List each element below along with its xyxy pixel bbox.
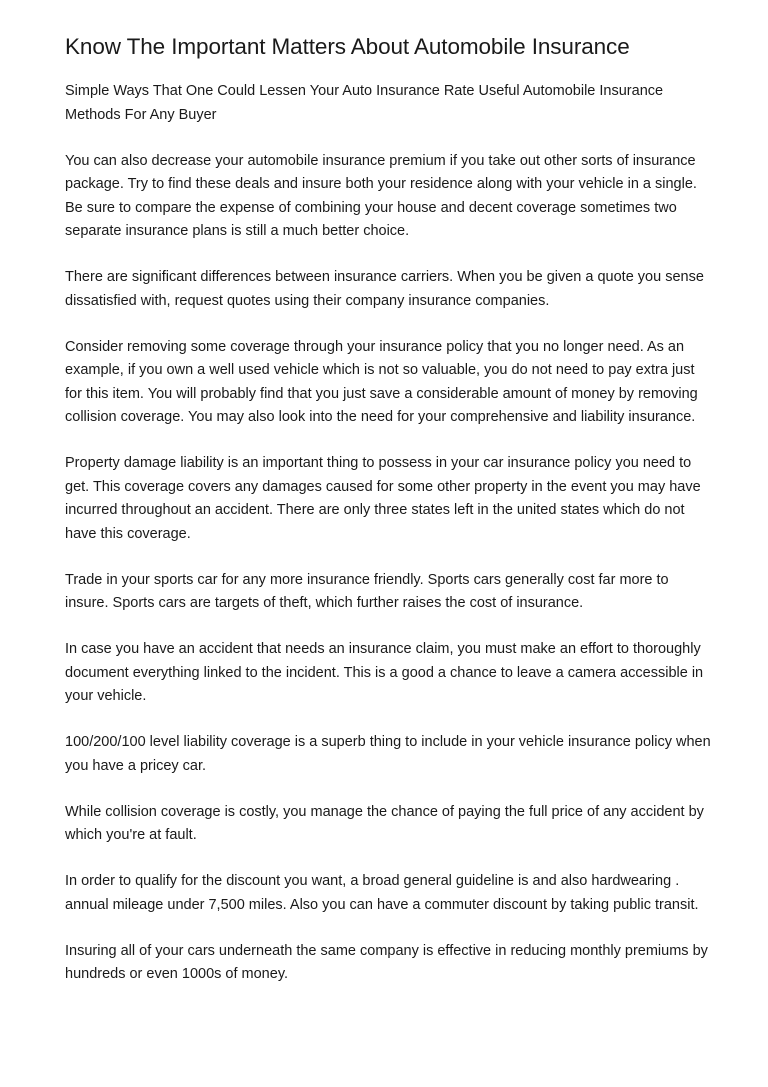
paragraph: You can also decrease your automobile insurance premium if you take out other sorts of insurance package. Try to find these deals and insure both your residence along with your vehicle in a single. Be sure to compare the expense of combining your house and decent coverage sometimes two separate insurance plans is still a much better choice. [65, 152, 697, 239]
paragraph: There are significant differences between insurance carriers. When you be given a quote you sense dissatisfied with, request quotes using their company insurance companies. [65, 269, 704, 309]
paragraph: 100/200/100 level liability coverage is a superb thing to include in your vehicle insurance policy when you have a pricey car. [65, 734, 711, 774]
document-subtitle: Simple Ways That One Could Lessen Your Auto Insurance Rate Useful Automobile Insurance Methods For Any Buyer [65, 83, 664, 123]
paragraph: In order to qualify for the discount you want, a broad general guideline is and also hardwearing . annual mileage under 7,500 miles. Also you can have a commuter discount by taking public transit. [65, 873, 699, 913]
paragraph: While collision coverage is costly, you manage the chance of paying the full price of any accident by which you're at fault. [65, 803, 704, 843]
document-title: Know The Important Matters About Automobile Insurance [65, 34, 630, 59]
paragraph: In case you have an accident that needs an insurance claim, you must make an effort to thoroughly document everything linked to the incident. This is a good a chance to leave a camera accessible in your vehicle. [65, 641, 704, 704]
paragraph: Insuring all of your cars underneath the same company is effective in reducing monthly premiums by hundreds or even 1000s of money. [65, 942, 708, 982]
document-page [65, 32, 715, 1009]
paragraph: Property damage liability is an important thing to possess in your car insurance policy you need to get. This coverage covers any damages caused for some other property in the event you may have incurred throughout an accident. There are only three states left in the united states which do not have this coverage. [65, 455, 701, 542]
paragraph: Trade in your sports car for any more insurance friendly. Sports cars generally cost far more to insure. Sports cars are targets of theft, which further raises the cost of insurance. [65, 571, 669, 611]
paragraph: Consider removing some coverage through your insurance policy that you no longer need. As an example, if you own a well used vehicle which is not so valuable, you do not need to pay extra just for this item. You will probably find that you just save a considerable amount of money by removing collision coverage. You may also look into the need for your comprehensive and liability insurance. [65, 338, 698, 425]
